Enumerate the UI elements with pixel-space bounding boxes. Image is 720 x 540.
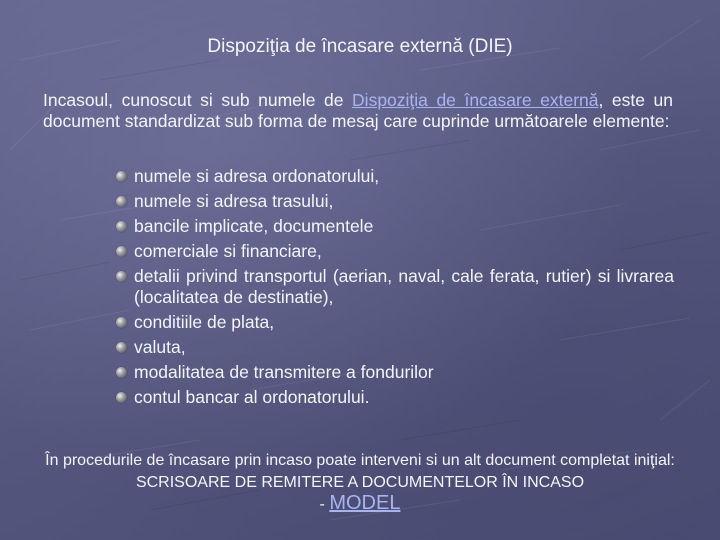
bullet-icon — [116, 317, 127, 328]
list-item — [114, 337, 674, 358]
list-item-text: comerciale si financiare, — [134, 241, 322, 261]
bullet-icon — [116, 221, 127, 232]
intro-text-end: , este un document standardizat sub forma de mesaj care cuprinde următoarele elemente: — [43, 90, 673, 131]
list-item — [114, 166, 674, 187]
list-item-text: numele si adresa ordonatorului, — [134, 166, 380, 186]
list-item-text: contul bancar al ordonatorului. — [134, 387, 370, 407]
list-item-text: valuta, — [134, 337, 186, 357]
list-item-text: bancile implicate, documentele — [134, 216, 374, 236]
model-line — [0, 492, 720, 515]
list-item-text: modalitatea de transmitere a fondurilor — [134, 362, 434, 382]
bullet-icon — [116, 342, 127, 353]
bullet-icon — [116, 367, 127, 378]
intro-text-start: Incasoul, cunoscut si sub numele de — [43, 90, 353, 110]
bullet-icon — [116, 271, 127, 282]
list-item — [114, 241, 674, 262]
list-item-text: detalii privind transportul (aerian, naval, cale ferata, rutier) si livrarea (localitatea de destinatie), — [134, 266, 674, 307]
model-dash: - — [319, 496, 330, 513]
bullet-icon — [116, 196, 127, 207]
model-link[interactable]: MODEL — [329, 492, 401, 514]
die-link[interactable]: Dispoziţia de încasare externă — [352, 90, 599, 110]
bullet-icon — [116, 392, 127, 403]
bullet-icon — [116, 171, 127, 182]
list-item — [114, 191, 674, 212]
footer-note: În procedurile de încasare prin incaso poate interveni si un alt document completat iniţial: SCRISOARE DE REMITERE A DOCUMENTELOR ÎN INCASO — [45, 452, 675, 491]
list-item — [114, 387, 674, 408]
intro-paragraph — [43, 90, 673, 132]
bullet-icon — [116, 246, 127, 257]
slide-title: Dispoziţia de încasare externă (DIE) — [207, 36, 513, 57]
list-item — [114, 362, 674, 383]
list-item — [114, 216, 674, 237]
list-item-text: numele si adresa trasului, — [134, 191, 334, 211]
list-item-text: conditiile de plata, — [134, 312, 275, 332]
list-item — [114, 266, 674, 308]
list-item — [114, 312, 674, 333]
elements-list — [114, 166, 674, 412]
